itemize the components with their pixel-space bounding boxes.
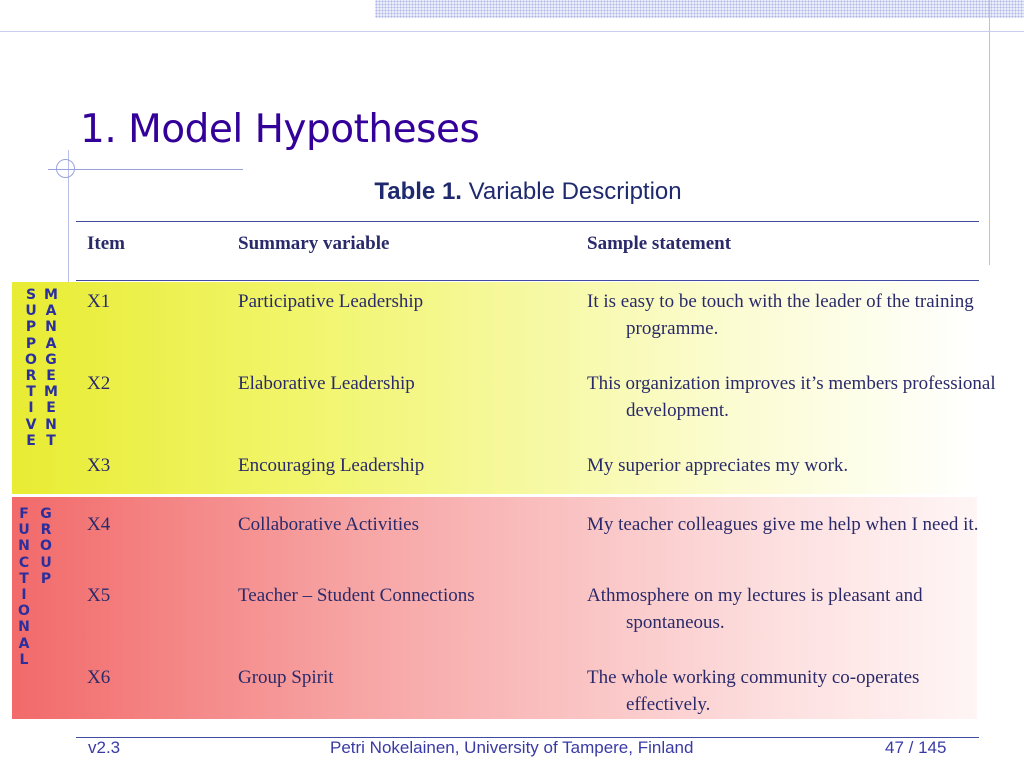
decorative-circle-icon [56,159,75,178]
table-top-rule [76,221,979,222]
cell-summary-x1: Participative Leadership [238,291,424,312]
cell-item-x5: X5 [87,585,111,606]
cell-item-x4: X4 [87,514,111,535]
cell-summary-x6: Group Spirit [238,667,334,688]
cell-summary-x3: Encouraging Leadership [238,455,425,476]
footer-page-number: 47 / 145 [885,738,947,757]
table-caption-label: Table 1. [374,178,462,205]
footer-version: v2.3 [88,738,121,757]
cell-summary-x2: Elaborative Leadership [238,373,415,394]
group-label-management: MANAGEMENT [44,287,58,449]
cell-item-x2: X2 [87,373,111,394]
decorative-horizontal-line-top [0,31,1024,32]
cell-sample-x6: The whole working community co-operates effectively. [587,667,920,715]
table-caption [80,178,976,206]
cell-sample-x4: My teacher colleagues give me help when I need it. [587,514,979,535]
header-item: Item [87,233,125,254]
group-label-supportive: SUPPORTIVE [25,287,37,449]
table-caption-text: Variable Description [461,178,682,205]
header-sample-statement: Sample statement [587,233,732,254]
cell-summary-x4: Collaborative Activities [238,514,419,535]
cell-sample-x2: This organization improves it’s members professional development. [587,373,996,421]
group-label-group: GROUP [40,506,52,587]
cell-item-x3: X3 [87,455,111,476]
table-header-rule [76,280,979,281]
cell-summary-x5: Teacher – Student Connections [238,585,475,606]
group-label-functional: FUNCTIONAL [18,506,30,668]
decorative-dotted-band [375,0,1024,18]
cell-sample-x3: My superior appreciates my work. [587,455,849,476]
cell-sample-x1: It is easy to be touch with the leader of the training programme. [587,291,974,339]
header-summary-variable: Summary variable [238,233,390,254]
slide-title: 1. Model Hypotheses [80,107,480,152]
cell-item-x1: X1 [87,291,111,312]
cell-sample-x5: Athmosphere on my lectures is pleasant and spontaneous. [587,585,923,633]
decorative-title-underline [48,169,243,170]
footer-author: Petri Nokelainen, University of Tampere, Finland [330,738,694,757]
cell-item-x6: X6 [87,667,111,688]
decorative-vertical-line-right [989,0,990,265]
